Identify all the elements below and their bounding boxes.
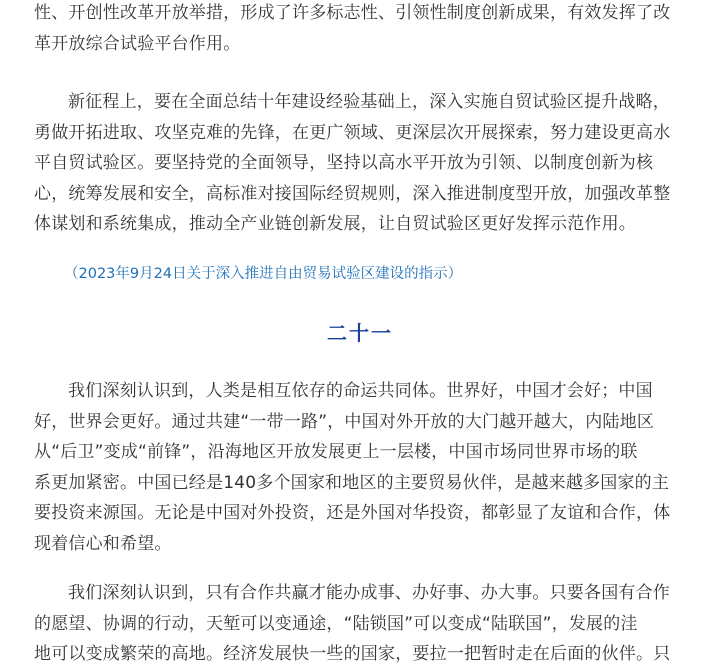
text-line: 从“后卫”变成“前锋”，沿海地区开放发展更上一层楼，中国市场同世界市场的联 bbox=[34, 442, 638, 462]
text-line: 新征程上，要在全面总结十年建设经验基础上，深入实施自贸试验区提升战略， bbox=[68, 92, 670, 112]
paragraph-community bbox=[34, 376, 690, 559]
source-note: （2023年9月24日关于深入推进自由贸易试验区建设的指示） bbox=[64, 266, 463, 282]
text-line: 我们深刻认识到，只有合作共赢才能办成事、办好事、办大事。只要各国有合作 bbox=[68, 583, 670, 603]
paragraph-intro bbox=[34, 0, 690, 59]
text-line: 平自贸试验区。要坚持党的全面领导，坚持以高水平开放为引领、以制度创新为核 bbox=[34, 153, 654, 173]
text-line: 革开放综合试验平台作用。 bbox=[34, 33, 241, 54]
text-line: 性、开创性改革开放举措，形成了许多标志性、引领性制度创新成果，有效发挥了改 bbox=[34, 3, 671, 23]
text-line: 系更加紧密。中国已经是140多个国家和地区的主要贸易伙伴，是越来越多国家的主 bbox=[34, 472, 670, 493]
text-line: 勇做开拓进取、攻坚克难的先锋，在更广领域、更深层次开展探索，努力建设更高水 bbox=[34, 122, 671, 143]
text-line: 地可以变成繁荣的高地。经济发展快一些的国家，要拉一把暂时走在后面的伙伴。只 bbox=[34, 644, 671, 664]
text-line: 好，世界会更好。通过共建“一带一路”，中国对外开放的大门越开越大，内陆地区 bbox=[34, 411, 655, 432]
text-line: 心，统筹发展和安全，高标准对接国际经贸规则，深入推进制度型开放，加强改革整 bbox=[34, 183, 671, 204]
paragraph-new-journey bbox=[34, 87, 690, 240]
section-heading: 二十一 bbox=[327, 321, 393, 345]
text-line: 的愿望、协调的行动，天堑可以变通途，“陆锁国”可以变成“陆联国”，发展的洼 bbox=[34, 613, 638, 634]
text-line: 要投资来源国。无论是中国对外投资，还是外国对华投资，都彰显了友谊和合作，体 bbox=[34, 503, 671, 523]
text-line: 现着信心和希望。 bbox=[34, 533, 172, 554]
text-line: 我们深刻认识到，人类是相互依存的命运共同体。世界好，中国才会好；中国 bbox=[68, 381, 653, 401]
paragraph-cooperation bbox=[34, 578, 690, 670]
text-line: 体谋划和系统集成，推动全产业链创新发展，让自贸试验区更好发挥示范作用。 bbox=[34, 214, 636, 234]
